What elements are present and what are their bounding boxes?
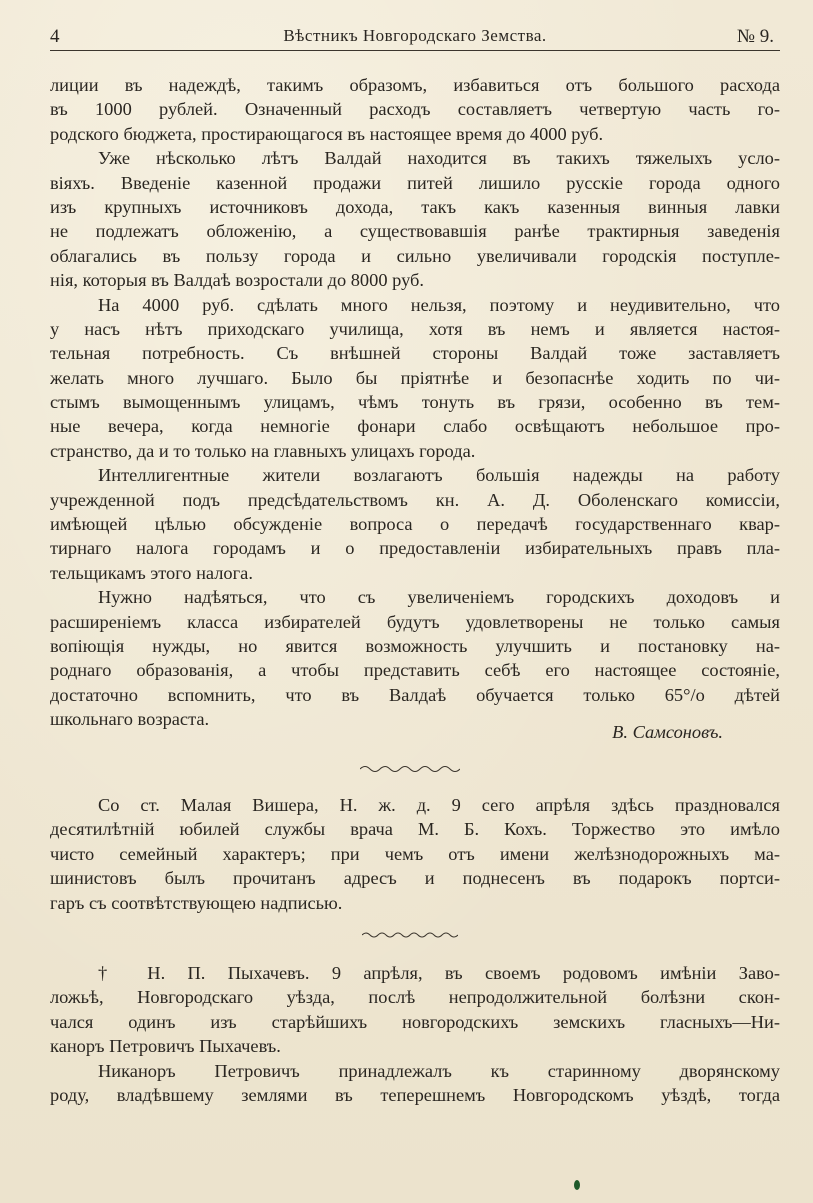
text-line: тельщикамъ этого налога. bbox=[50, 562, 253, 583]
page-header bbox=[50, 22, 780, 51]
text-line: не подлежатъ обложенію, а существовавшія ранѣе трактирныя заведенія bbox=[50, 221, 780, 242]
text-line: Нужно надѣяться, что съ увеличеніемъ городскихъ доходовъ и bbox=[98, 587, 780, 608]
text-line: Уже нѣсколько лѣтъ Валдай находится въ такихъ тяжелыхъ усло- bbox=[98, 148, 780, 169]
text-line: Интеллигентные жители возлагаютъ большія надежды на работу bbox=[98, 465, 780, 486]
text-line: † Н. П. Пыхачевъ. 9 апрѣля, въ своемъ родовомъ имѣніи Заво- bbox=[98, 963, 780, 983]
wavy-divider bbox=[360, 764, 460, 774]
text-line: Никаноръ Петровичъ принадлежалъ къ старинному дворянскому bbox=[98, 1060, 780, 1081]
text-line: чисто семейный характеръ; при чемъ отъ имени желѣзнодорожныхъ ма- bbox=[50, 843, 780, 864]
text-line: каноръ Петровичъ Пыхачевъ. bbox=[50, 1036, 281, 1057]
text-line: странство, да и то только на главныхъ улицахъ города. bbox=[50, 440, 476, 461]
text-line: тирнаго налога городамъ и о предоставленіи избирательныхъ правъ пла- bbox=[50, 538, 780, 559]
text-line: десятилѣтній юбилей службы врача М. Б. Кохъ. Торжество это имѣло bbox=[50, 819, 780, 840]
text-line: имѣющей цѣлью обсужденіе вопроса о передачѣ государственнаго квар- bbox=[50, 514, 780, 535]
text-line: чался одинъ изъ старѣйшихъ новгородскихъ земскихъ гласныхъ—Ни- bbox=[50, 1011, 780, 1032]
text-line: желать много лучшаго. Было бы пріятнѣе и безопаснѣе ходить по чи- bbox=[50, 367, 780, 388]
text-line: изъ крупныхъ источниковъ дохода, такъ какъ казенныя винныя лавки bbox=[50, 196, 780, 217]
journal-title: Вѣстникъ Новгородскаго Земства. bbox=[283, 26, 547, 45]
text-line: шинистовъ былъ прочитанъ адресъ и поднесенъ въ подарокъ портси- bbox=[50, 868, 780, 889]
page-number: 4 bbox=[50, 26, 60, 47]
text-line: роду, владѣвшему землями въ теперешнемъ Новгородскомъ уѣздѣ, тогда bbox=[50, 1084, 780, 1105]
article-valdai bbox=[50, 73, 780, 732]
text-line: школьнаго возраста. bbox=[50, 709, 210, 730]
text-line: родского бюджета, простирающагося въ настоящее время до 4000 руб. bbox=[50, 123, 604, 144]
wavy-divider bbox=[362, 930, 458, 940]
text-line: На 4000 руб. сдѣлать много нельзя, поэтому и неудивительно, что bbox=[98, 294, 780, 315]
issue-number: № 9. bbox=[736, 26, 774, 47]
text-line: нія, которыя въ Валдаѣ возростали до 8000 руб. bbox=[50, 270, 424, 291]
text-line: Со ст. Малая Вишера, Н. ж. д. 9 сего апрѣля здѣсь праздновался bbox=[98, 795, 780, 815]
text-line: въ 1000 рублей. Означенный расходъ составляетъ четвертую часть го- bbox=[50, 99, 780, 120]
text-line: расширеніемъ класса избирателей будутъ удовлетворены не только самыя bbox=[50, 611, 780, 632]
text-line: лиции въ надеждѣ, такимъ образомъ, избавиться отъ большого расхода bbox=[50, 75, 780, 95]
text-line: у насъ нѣтъ приходскаго училища, хотя въ немъ и является настоя- bbox=[50, 318, 780, 339]
text-line: стымъ вымощеннымъ улицамъ, чѣмъ тонуть въ грязи, особенно въ тем- bbox=[50, 392, 780, 413]
text-line: вопіющія нужды, но явится возможность улучшить и постановку на- bbox=[50, 635, 780, 656]
author-signature: В. Самсоновъ. bbox=[612, 722, 723, 742]
article-malaya-vishera bbox=[50, 793, 780, 915]
text-line: облагались въ пользу города и сильно увеличивали городскія поступле- bbox=[50, 245, 780, 266]
text-line: достаточно вспомнить, что въ Валдаѣ обучается только 65°/о дѣтей bbox=[50, 684, 780, 705]
text-line: тельная потребность. Съ внѣшней стороны Валдай тоже заставляетъ bbox=[50, 343, 780, 364]
text-line: ные вечера, когда немногіе фонари слабо освѣщаютъ небольшое про- bbox=[50, 416, 780, 437]
obituary-pykhachev bbox=[50, 961, 780, 1107]
text-line: віяхъ. Введеніе казенной продажи питей лишило русскіе города одного bbox=[50, 172, 780, 193]
text-line: учрежденной подъ предсѣдательствомъ кн. А. Д. Оболенскаго комиссіи, bbox=[50, 489, 780, 510]
ink-speck bbox=[574, 1180, 580, 1190]
text-line: гаръ съ соотвѣтствующею надписью. bbox=[50, 892, 343, 913]
text-line: ложьѣ, Новгородскаго уѣзда, послѣ непродолжительной болѣзни скон- bbox=[50, 987, 780, 1008]
text-line: роднаго образованія, а чтобы представить себѣ его настоящее состояніе, bbox=[50, 660, 780, 681]
